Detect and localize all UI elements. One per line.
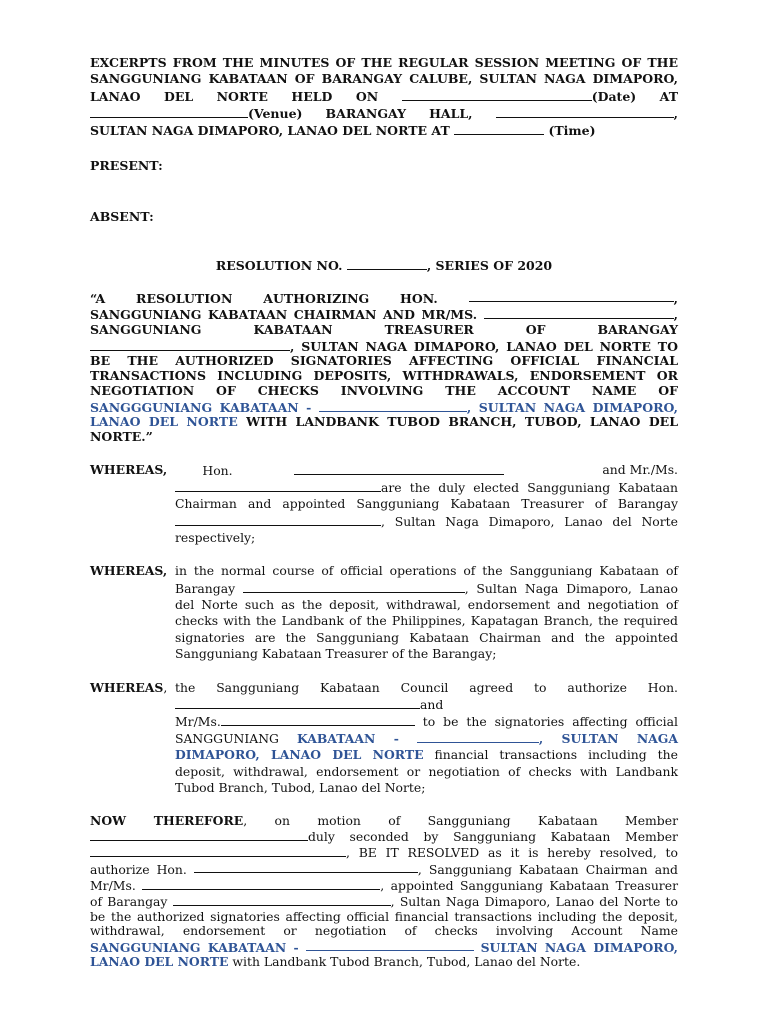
resolution-prefix: RESOLUTION NO. [215,257,343,273]
resolution-suffix: , SERIES OF 2020 [426,257,553,273]
time-blank [454,122,544,135]
chairman-blank [469,290,674,303]
account-blank-2 [417,730,539,743]
account-blank [319,399,467,412]
now-text-6: , Sultan Naga Dimaporo, Lanao del Norte to be the authorized signatories affecting official financial transactions including the deposit, withdrawal, endorsement or negotiation of checks involving Account Name [90,894,678,938]
whereas-label: WHEREAS, [90,563,168,579]
member-motion-blank [90,828,308,841]
now-therefore-clause [90,814,678,970]
venue-blank [90,105,248,118]
present-label: PRESENT: [90,157,163,173]
place-blank [496,105,674,118]
now-text-7: with Landbank Tubod Branch, Tubod, Lanao del Norte. [232,953,581,969]
and-mr-ms: and Mr./Ms. [602,462,678,477]
whereas-label-text: WHEREAS [90,679,164,695]
whereas3-blue-1: KABATAAN - [296,731,399,747]
now-text-3: , BE IT RESOLVED as it is hereby resolved, to authorize Hon. [90,845,678,877]
treasurer-name-blank [175,479,381,492]
whereas1-text-1: are the duly elected Sangguniang Kabataan Chairman and appointed Sangguniang Kabataan Treasurer of Barangay [175,479,678,512]
barangay-name-blank [175,513,381,526]
whereas3-and: and [420,696,444,712]
whereas3-text-2: to be the signatories affecting official SANGGUNIANG [175,713,678,747]
mr-ms-name-blank [221,713,415,726]
whereas-clause-2 [90,563,678,662]
resolution-number-blank [347,257,427,270]
account-name-blue-2: , SULTAN NAGA DIMAPORO, LANAO DEL NORTE [90,399,678,430]
now-text-2: duly seconded by Sangguniang Kabataan Member [308,828,678,844]
whereas2-text-2: , Sultan Naga Dimaporo, Lanao del Norte such as the deposit, withdrawal, endorsement and negotiation of checks with the Landbank of the Philippines, Kapatagan Branch, the required signatories are the Sangguniang Kabataan Chairman and the appointed Sangguniang Kabataan Treasurer of the Barangay; [175,580,678,662]
now-text-1: , on motion of Sangguniang Kabataan Member [243,812,678,828]
title-part-5: WITH LANDBANK TUBOD BRANCH, TUBOD, LANAO DEL NORTE.” [90,414,678,445]
whereas-body-1 [175,462,678,546]
title-part-2: , SANGGUNIANG KABATAAN CHAIRMAN AND MR/MS. [90,290,679,323]
minutes-header [90,55,678,140]
now-text-4: , Sangguniang Kabataan Chairman and Mr/Ms. [90,861,678,893]
whereas1-text-2: , Sultan Naga Dimaporo, Lanao del Norte respectively; [175,513,678,545]
whereas3-mr: Mr/Ms. [175,713,221,729]
date-blank [402,88,592,101]
now-text-5: , appointed Sangguniang Kabataan Treasurer of Barangay [90,877,678,909]
barangay-blank-2 [243,580,465,593]
chairman-name-blank [294,462,504,475]
now-therefore-label: NOW THEREFORE [90,812,244,828]
header-venue-label: (Venue) BARANGAY HALL, [248,105,473,121]
title-part-4: , SULTAN NAGA DIMAPORO, LANAO DEL NORTE TO BE THE AUTHORIZED SIGNATORIES AFFECTING OFFICIAL FINANCIAL TRANSACTIONS INCLUDING DEPOSITS, WITHDRAWALS, ENDORSEMENT OR NEGOTIATION OF CHECKS INVOLVING THE ACCOUNT NAME OF [90,338,678,398]
whereas-label-3: WHEREAS, [90,679,168,695]
barangay-blank [90,338,290,351]
barangay-blank-3 [173,893,391,906]
now-blue-1: SANGGUNIANG KABATAAN - [90,939,299,955]
title-part-1: “A RESOLUTION AUTHORIZING HON. [90,290,438,306]
hon-name-blank-2 [194,861,418,874]
whereas-body-2 [175,563,678,662]
header-date-label: (Date) AT [591,88,678,104]
whereas-body-3 [175,680,678,797]
hon-name-blank [175,696,420,709]
mr-ms-name-blank-2 [142,877,380,890]
hon-label: Hon. [202,462,233,478]
member-second-blank [90,844,346,857]
whereas3-blue-2: , SULTAN NAGA DIMAPORO, LANAO DEL NORTE [175,731,678,763]
title-part-3: , SANGGUNIANG KABATAAN TREASURER OF BARANGAY [90,307,679,337]
header-text: EXCERPTS FROM THE MINUTES OF THE REGULAR SESSION MEETING OF THE SANGGUNIANG KABATAAN OF BARANGAY CALUBE, SULTAN NAGA DIMAPORO, LANAO DEL NORTE HELD ON [90,55,678,104]
whereas-label: WHEREAS, [90,462,168,477]
whereas-clause-1 [90,462,678,546]
whereas3-text-3: financial transactions including the deposit, withdrawal, endorsement or negotiation of checks with Landbank Tubod Branch, Tubod, Lanao del Norte; [175,747,678,796]
resolution-title [90,290,678,445]
now-blue-2: SULTAN NAGA DIMAPORO, LANAO DEL NORTE [90,939,678,969]
absent-label: ABSENT: [90,208,154,224]
header-place-label: , SULTAN NAGA DIMAPORO, LANAO DEL NORTE AT [90,105,678,139]
header-time-label: (Time) [548,123,596,139]
whereas-clause-3 [90,680,678,797]
whereas3-text-1: the Sangguniang Kabataan Council agreed to authorize Hon. [175,679,678,695]
resolution-number [90,257,678,273]
account-name-blue-1: SANGGGUNIANG KABATAAN - [90,399,312,415]
treasurer-blank [484,306,674,319]
whereas2-text-1: in the normal course of official operations of the Sangguniang Kabataan of Barangay [175,563,678,596]
account-blank-3 [306,939,474,952]
